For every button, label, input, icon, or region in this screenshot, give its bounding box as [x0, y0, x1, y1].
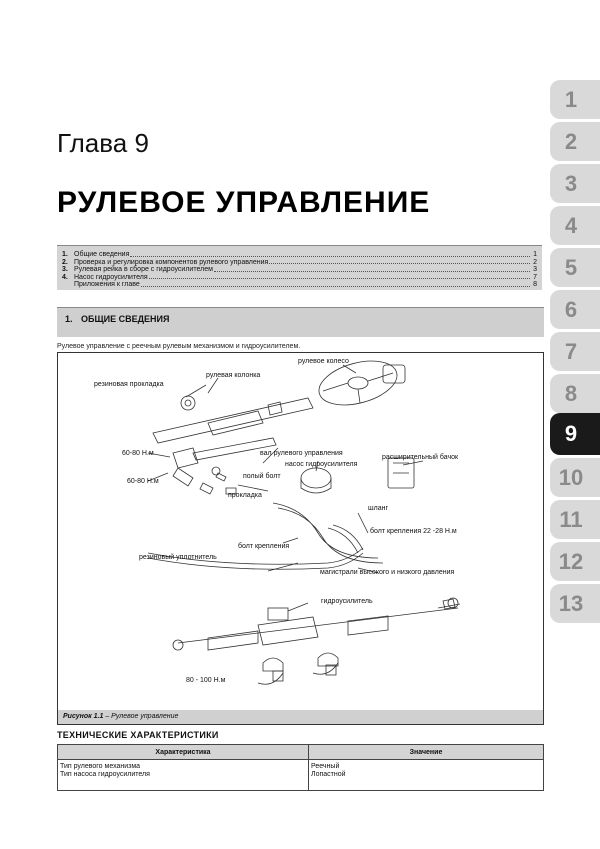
chapter-tab-2[interactable]: 2 [550, 122, 600, 161]
label-power-pump: насос гидроусилителя [285, 461, 358, 468]
label-mount-bolt-torque: болт крепления 22 -28 Н.м [370, 528, 457, 535]
chapter-tab-8[interactable]: 8 [550, 374, 600, 413]
toc-item[interactable] [62, 251, 537, 259]
label-gasket: прокладка [228, 492, 262, 499]
label-expansion-tank: расширительный бачок [382, 454, 459, 461]
spec-value: Лопастной [311, 771, 346, 778]
toc-text: Общие сведения [74, 251, 130, 258]
spec-value: Реечный [311, 763, 340, 770]
toc-text: Насос гидроусилителя [74, 273, 148, 281]
steering-diagram-illustration [58, 353, 543, 724]
toc-page: 3 [533, 266, 537, 273]
toc-leader [141, 281, 530, 287]
specs-table [57, 744, 544, 791]
chapter-tab-13[interactable]: 13 [550, 584, 600, 623]
label-steering-shaft: вал рулевого управления [260, 450, 343, 457]
toc-number [62, 281, 74, 289]
label-steering-column: рулевая колонка [206, 372, 261, 379]
section-heading [57, 307, 544, 337]
specs-header-characteristic: Характеристика [58, 745, 309, 760]
chapter-tab-6[interactable]: 6 [550, 290, 600, 329]
chapter-tab-1[interactable]: 1 [550, 80, 600, 119]
toc-item[interactable] [62, 274, 537, 282]
intro-text: Рулевое управление с реечным рулевым механизмом и гидроусилителем. [57, 343, 301, 350]
table-of-contents [57, 245, 542, 290]
toc-leader [130, 251, 530, 257]
toc-leader [149, 274, 530, 280]
label-rubber-gasket: резиновая прокладка [94, 381, 164, 388]
toc-text: Рулевая рейка в сборе с гидроусилителем [74, 266, 213, 273]
toc-leader [269, 259, 530, 265]
toc-page: 7 [533, 273, 537, 281]
figure-caption-text: – Рулевое управление [103, 713, 179, 720]
section-number: 1. [65, 314, 73, 324]
toc-number: 4. [62, 273, 68, 281]
figure-caption [58, 710, 543, 724]
toc-page: 1 [533, 251, 537, 258]
toc-number: 2. [62, 258, 68, 266]
chapter-label: Глава 9 [57, 128, 149, 158]
chapter-tab-10[interactable]: 10 [550, 458, 600, 497]
specs-values-cell [309, 760, 544, 791]
steering-diagram-figure [57, 352, 544, 725]
spec-name: Тип насоса гидроусилителя [60, 771, 150, 778]
label-torque-60-80-b: 60-80 Н.м [127, 478, 159, 485]
chapter-tab-12[interactable]: 12 [550, 542, 600, 581]
label-rubber-seal: резиновый уплотнитель [139, 554, 217, 561]
label-steering-wheel: рулевое колесо [298, 358, 349, 365]
toc-text: Приложения к главе [74, 281, 140, 288]
chapter-tab-3[interactable]: 3 [550, 164, 600, 203]
toc-leader [214, 266, 530, 272]
specs-title: ТЕХНИЧЕСКИЕ ХАРАКТЕРИСТИКИ [57, 730, 219, 740]
label-torque-60-80-a: 60-80 Н.м [122, 450, 154, 457]
toc-item[interactable] [62, 266, 537, 274]
toc-number: 1. [62, 251, 68, 258]
chapter-title: РУЛЕВОЕ УПРАВЛЕНИЕ [57, 186, 431, 219]
toc-text: Проверка и регулировка компонентов рулевого управления [74, 258, 269, 266]
label-mount-bolt: болт крепления [238, 543, 290, 550]
chapter-tab-5[interactable]: 5 [550, 248, 600, 287]
toc-page: 2 [533, 258, 537, 266]
section-title: ОБЩИЕ СВЕДЕНИЯ [81, 314, 170, 324]
label-pressure-lines: магистрали высокого и низкого давления [320, 569, 455, 576]
specs-header-value: Значение [309, 745, 544, 760]
chapter-tab-7[interactable]: 7 [550, 332, 600, 371]
toc-item[interactable] [62, 281, 537, 289]
table-row [58, 760, 544, 791]
label-torque-80-100: 80 - 100 Н.м [186, 677, 226, 684]
spec-name: Тип рулевого механизма [60, 763, 141, 770]
toc-page: 8 [533, 281, 537, 288]
toc-item[interactable] [62, 259, 537, 267]
chapter-tab-11[interactable]: 11 [550, 500, 600, 539]
specs-names-cell [58, 760, 309, 791]
toc-number: 3. [62, 266, 68, 273]
label-hose: шланг [368, 505, 389, 512]
chapter-tab-9-active[interactable]: 9 [550, 413, 600, 455]
label-power-booster: гидроусилитель [321, 598, 373, 605]
figure-caption-label: Рисунок 1.1 [63, 713, 104, 720]
label-hollow-bolt: полый болт [243, 473, 281, 480]
chapter-tab-4[interactable]: 4 [550, 206, 600, 245]
